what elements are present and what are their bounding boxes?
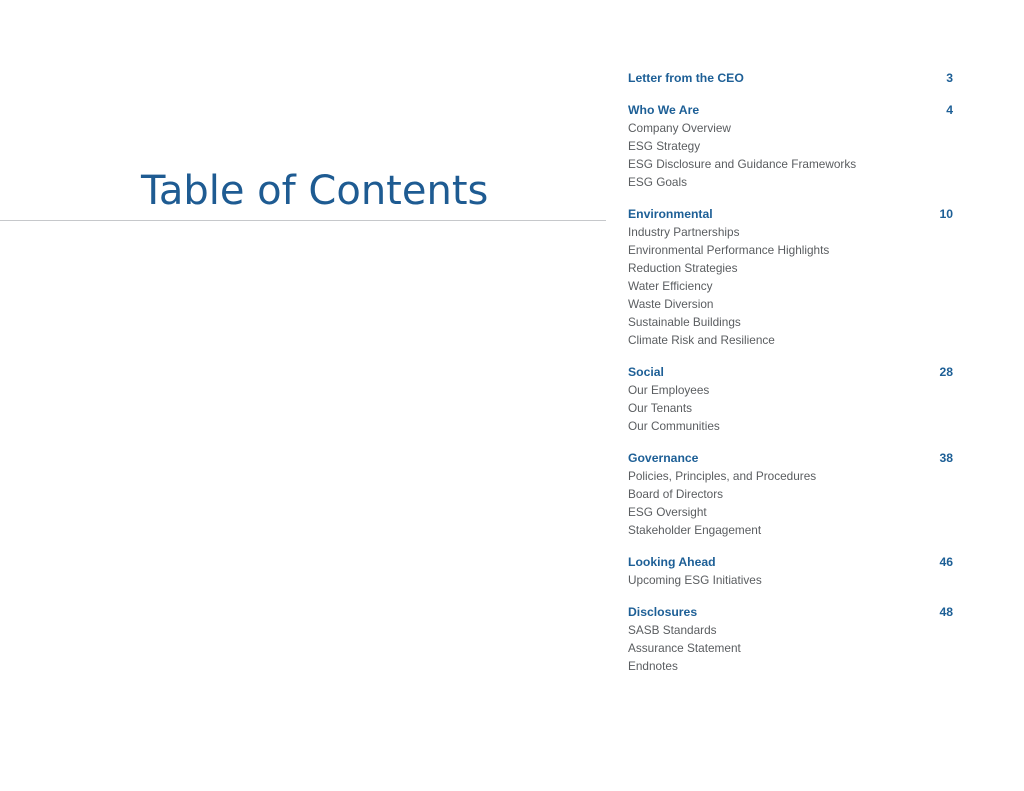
toc-item-water-efficiency[interactable]: Water Efficiency [628,279,713,293]
toc-page-number: 4 [946,103,953,117]
toc-item-our-tenants[interactable]: Our Tenants [628,401,693,415]
toc-page-number: 48 [939,605,953,619]
toc-section-letter-from-the-ceo [628,69,953,87]
toc-page-number: 28 [939,365,953,379]
toc-heading-label: Environmental [628,207,713,221]
toc-item-our-employees[interactable]: Our Employees [628,383,710,397]
toc-page-number: 46 [939,555,953,569]
toc-item-board-of-directors[interactable]: Board of Directors [628,487,724,501]
toc-heading-who-we-are[interactable] [628,101,953,119]
title-divider [0,220,606,221]
toc-list [628,69,953,675]
toc-section-who-we-are [628,101,953,191]
toc-heading-label: Looking Ahead [628,555,716,569]
toc-item-esg-goals[interactable]: ESG Goals [628,175,688,189]
toc-heading-label: Who We Are [628,103,700,117]
toc-item-waste-diversion[interactable]: Waste Diversion [628,297,714,311]
toc-heading-looking-ahead[interactable] [628,553,953,571]
toc-heading-social[interactable] [628,363,953,381]
toc-heading-disclosures[interactable] [628,603,953,621]
toc-item-esg-strategy[interactable]: ESG Strategy [628,139,701,153]
toc-section-social [628,363,953,435]
toc-heading-governance[interactable] [628,449,953,467]
toc-section-governance [628,449,953,539]
toc-item-upcoming-esg-initiatives[interactable]: Upcoming ESG Initiatives [628,573,762,587]
toc-section-looking-ahead [628,553,953,589]
toc-section-environmental [628,205,953,349]
toc-page-number: 10 [939,207,953,221]
toc-item-esg-disclosure-frameworks[interactable]: ESG Disclosure and Guidance Frameworks [628,157,857,171]
toc-item-our-communities[interactable]: Our Communities [628,419,720,433]
toc-item-sustainable-buildings[interactable]: Sustainable Buildings [628,315,741,329]
toc-item-reduction-strategies[interactable]: Reduction Strategies [628,261,738,275]
toc-heading-environmental[interactable] [628,205,953,223]
toc-section-disclosures [628,603,953,675]
toc-item-endnotes[interactable]: Endnotes [628,659,678,673]
toc-heading-label: Governance [628,451,699,465]
toc-item-industry-partnerships[interactable]: Industry Partnerships [628,225,740,239]
toc-item-climate-risk-and-resilience[interactable]: Climate Risk and Resilience [628,333,775,347]
toc-item-sasb-standards[interactable]: SASB Standards [628,623,717,637]
toc-page-number: 3 [946,71,953,85]
toc-heading-label: Disclosures [628,605,698,619]
toc-heading-label: Letter from the CEO [628,71,744,85]
toc-heading-letter-from-the-ceo[interactable] [628,69,953,87]
toc-item-stakeholder-engagement[interactable]: Stakeholder Engagement [628,523,762,537]
page-title: Table of Contents [141,168,489,214]
toc-item-environmental-performance-highlights[interactable]: Environmental Performance Highlights [628,243,830,257]
toc-item-esg-oversight[interactable]: ESG Oversight [628,505,707,519]
toc-item-policies-principles-procedures[interactable]: Policies, Principles, and Procedures [628,469,817,483]
toc-heading-label: Social [628,365,664,379]
toc-page-number: 38 [939,451,953,465]
toc-item-company-overview[interactable]: Company Overview [628,121,731,135]
toc-item-assurance-statement[interactable]: Assurance Statement [628,641,741,655]
